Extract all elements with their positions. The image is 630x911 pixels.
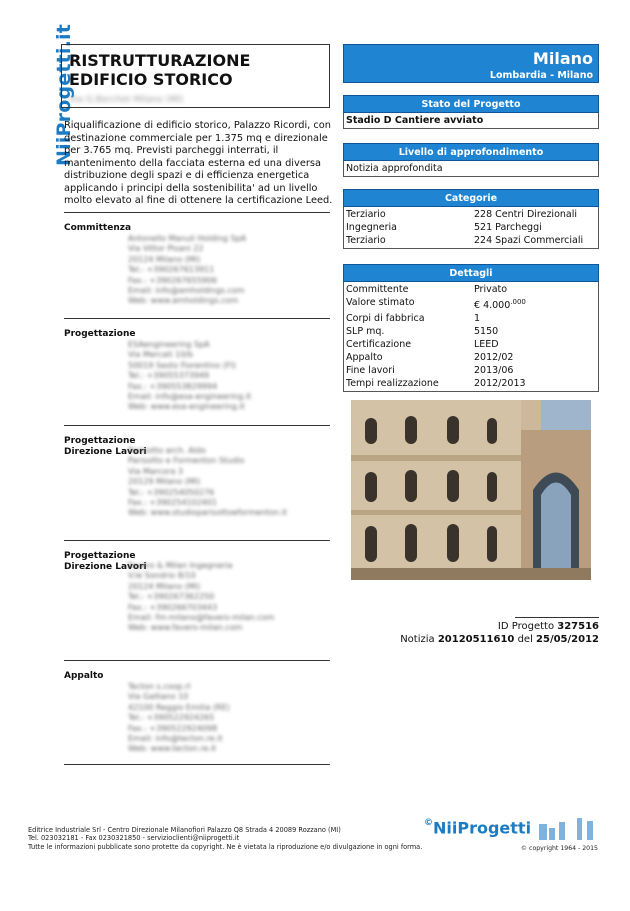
footer-line1: Editrice Industriale Srl - Centro Direzionale Milanofiori Palazzo Q8 Strada 4 20089 Rozzano (MI) <box>28 826 341 834</box>
row-value: 2012/02 <box>474 352 514 364</box>
city-region: Lombardia - Milano <box>489 70 593 81</box>
section-label <box>64 329 135 340</box>
row-key: Ingegneria <box>346 222 397 233</box>
notizia-date: 25/05/2012 <box>536 634 599 645</box>
contact-line: Email: info@esa-engineering.it <box>128 392 252 402</box>
contact-line: Web: www.esa-engineering.it <box>128 402 245 412</box>
row-key: Appalto <box>346 352 383 364</box>
categorie-table <box>343 207 599 249</box>
contact-line: Tel.: +39055373949 <box>128 371 210 381</box>
notizia-value: 20120511610 <box>437 634 515 645</box>
section-divider <box>64 540 330 541</box>
table-row <box>346 312 596 325</box>
row-value: LEED <box>474 339 499 351</box>
row-key: Terziario <box>346 209 386 220</box>
city-box <box>343 44 599 83</box>
contact-line: Via Mercati 10/b <box>128 350 194 360</box>
contact-details <box>128 682 230 755</box>
section-divider <box>64 425 330 426</box>
contact-line: 20124 Milano (MI) <box>128 581 201 591</box>
project-address: Via G.Berchet Milano (MI) <box>69 95 184 105</box>
contact-line: Fax.: +390266703443 <box>128 602 218 612</box>
contact-line: Web: www.tecton.re.it <box>128 744 217 754</box>
contact-line: Tel.: +390267362250 <box>128 592 215 602</box>
table-row <box>346 364 596 377</box>
contact-line: Via Marcora 3 <box>128 466 183 476</box>
contact-line: Via Galliano 10 <box>128 692 189 702</box>
table-row <box>346 283 596 296</box>
notizia-label: Notizia <box>400 634 435 645</box>
contact-line: Antonello Manuli Holding SpA <box>128 234 247 243</box>
contact-line: Tel.: +390254050276 <box>128 487 215 497</box>
niiprogetti-side-logo <box>34 23 76 167</box>
row-value: Privato <box>474 284 508 295</box>
section-label-line: Committenza <box>64 223 132 233</box>
contact-line: Fax.: +390267655906 <box>128 275 218 285</box>
section-divider <box>64 318 330 319</box>
city-name: Milano <box>532 49 593 68</box>
building-photo <box>351 400 591 580</box>
contact-line: Web: www.amholdings.com <box>128 296 239 306</box>
id-divider <box>515 617 599 618</box>
row-key: Fine lavori <box>346 365 395 377</box>
table-row <box>346 325 596 338</box>
contact-line: Via Vittor Pisani 22 <box>128 244 204 254</box>
del-label: del <box>517 634 533 645</box>
row-value: 521 Parcheggi <box>474 222 542 233</box>
table-row <box>346 208 596 221</box>
id-label: ID Progetto <box>497 621 555 632</box>
row-key: Valore stimato <box>346 297 415 308</box>
niiprogetti-bottom-logo <box>424 818 597 840</box>
row-value: 228 Centri Direzionali <box>474 209 577 220</box>
row-key: Certificazione <box>346 339 412 351</box>
footer-line2: Tel. 023032181 - Fax 0230321850 - servizioclienti@niiprogetti.it <box>28 834 240 843</box>
contact-line: V.le Sondrio 8/10 <box>128 571 196 581</box>
row-value: 1 <box>474 313 481 325</box>
row-key: Corpi di fabbrica <box>346 313 425 325</box>
project-ids <box>400 620 599 646</box>
section-divider <box>64 764 330 765</box>
copyright: © copyright 1964 - 2015 <box>520 845 598 852</box>
footer-text <box>28 826 422 851</box>
table-row <box>346 377 596 390</box>
contact-details <box>128 561 274 634</box>
project-description: Riqualificazione di edificio storico, Palazzo Ricordi, con destinazione commerciale per 1.375 mq e direzionale per 3.765 mq. Previsti parcheggi interrati, il mantenimento della facciata esterna ed una diversa distribuzione degli spazi e di efficienza energetica applicando i principi della sostenibilita' ad un livello molto elevato al fine di ottenere la certificazione Leed. <box>64 120 333 206</box>
contact-line: Tecton s.coop.rl <box>128 682 191 691</box>
contact-details <box>128 446 287 519</box>
row-value-sup: .000 <box>510 298 526 306</box>
table-row <box>346 351 596 364</box>
contact-line: Fax.: +390254102401 <box>128 498 218 508</box>
table-row <box>346 221 596 234</box>
stato-header: Stato del Progetto <box>343 95 599 113</box>
contact-line: Email: info@tecton.re.it <box>128 734 223 744</box>
row-key: SLP mq. <box>346 326 385 338</box>
section-label <box>64 223 131 234</box>
contact-line: Email: info@amholdings.com <box>128 286 245 296</box>
footer-line3: Tutte le informazioni pubblicate sono protette da copyright. Ne è vietata la riproduzione e/o divulgazione in ogni forma. <box>28 842 423 851</box>
section-label-line: Progettazione <box>64 329 136 339</box>
section-label-line: Direzione Lavori <box>64 447 147 457</box>
building-photo-illustration <box>351 400 591 580</box>
contact-details <box>128 340 251 413</box>
project-title: RISTRUTTURAZIONE EDIFICIO STORICO <box>69 51 251 89</box>
contact-line: Tel.: +390267613911 <box>128 265 215 275</box>
row-value: 5150 <box>474 326 499 338</box>
stato-value: Stadio D Cantiere avviato <box>343 113 599 129</box>
section-label-line: Appalto <box>64 671 104 681</box>
contact-line: 42100 Reggio Emilia (RE) <box>128 702 230 712</box>
project-title-box <box>61 44 330 108</box>
contact-details <box>128 234 246 307</box>
contact-line: Email: fm-milano@favero-milan.com <box>128 613 275 623</box>
row-key: Terziario <box>346 235 386 246</box>
row-value: 2012/2013 <box>474 378 526 390</box>
contact-line: Fax.: +390553829994 <box>128 381 218 391</box>
skyline-icon <box>537 818 597 840</box>
side-logo-text: NiiProgetti.it <box>53 23 76 167</box>
categorie-header: Categorie <box>343 189 599 207</box>
bottom-logo-text: NiiProgetti <box>433 818 532 838</box>
contact-line: Web: www.studioparisottoeformenton.it <box>128 508 287 518</box>
contact-line: Parisotto e Formenton Studio <box>128 456 245 466</box>
contact-line: ESAengineering SpA <box>128 340 210 349</box>
contact-line: Favero & Milan Ingegneria <box>128 561 233 570</box>
logo-circle-icon: © <box>424 818 433 828</box>
section-label-line: Direzione Lavori <box>64 562 147 572</box>
dettagli-table <box>343 282 599 392</box>
table-row <box>346 234 596 247</box>
row-value: € $4.000^{.000}$ <box>474 298 526 312</box>
dettagli-header: Dettagli <box>343 264 599 282</box>
contact-line: 20124 Milano (MI) <box>128 254 201 264</box>
contact-line: Parisotto arch. Aldo <box>128 446 206 455</box>
section-label-line: Progettazione <box>64 436 136 446</box>
contact-line: Web: www.favero-milan.com <box>128 623 243 633</box>
livello-value: Notizia approfondita <box>343 161 599 177</box>
row-key: Committente <box>346 284 409 295</box>
section-label-line: Progettazione <box>64 551 136 561</box>
row-value: 224 Spazi Commerciali <box>474 235 584 246</box>
contact-line: 20129 Milano (MI) <box>128 477 201 487</box>
id-value: 327516 <box>557 621 599 632</box>
contact-line: Fax.: +390522924098 <box>128 723 218 733</box>
livello-header: Livello di approfondimento <box>343 143 599 161</box>
contact-line: Tel.: +390522924265 <box>128 713 215 723</box>
contact-line: 50019 Sesto Fiorentino (FI) <box>128 360 237 370</box>
table-row <box>346 338 596 351</box>
row-value: 2013/06 <box>474 365 514 377</box>
table-row <box>346 296 596 312</box>
row-key: Tempi realizzazione <box>346 378 439 390</box>
section-divider <box>64 660 330 661</box>
section-label <box>64 671 104 682</box>
section-divider <box>64 212 330 213</box>
